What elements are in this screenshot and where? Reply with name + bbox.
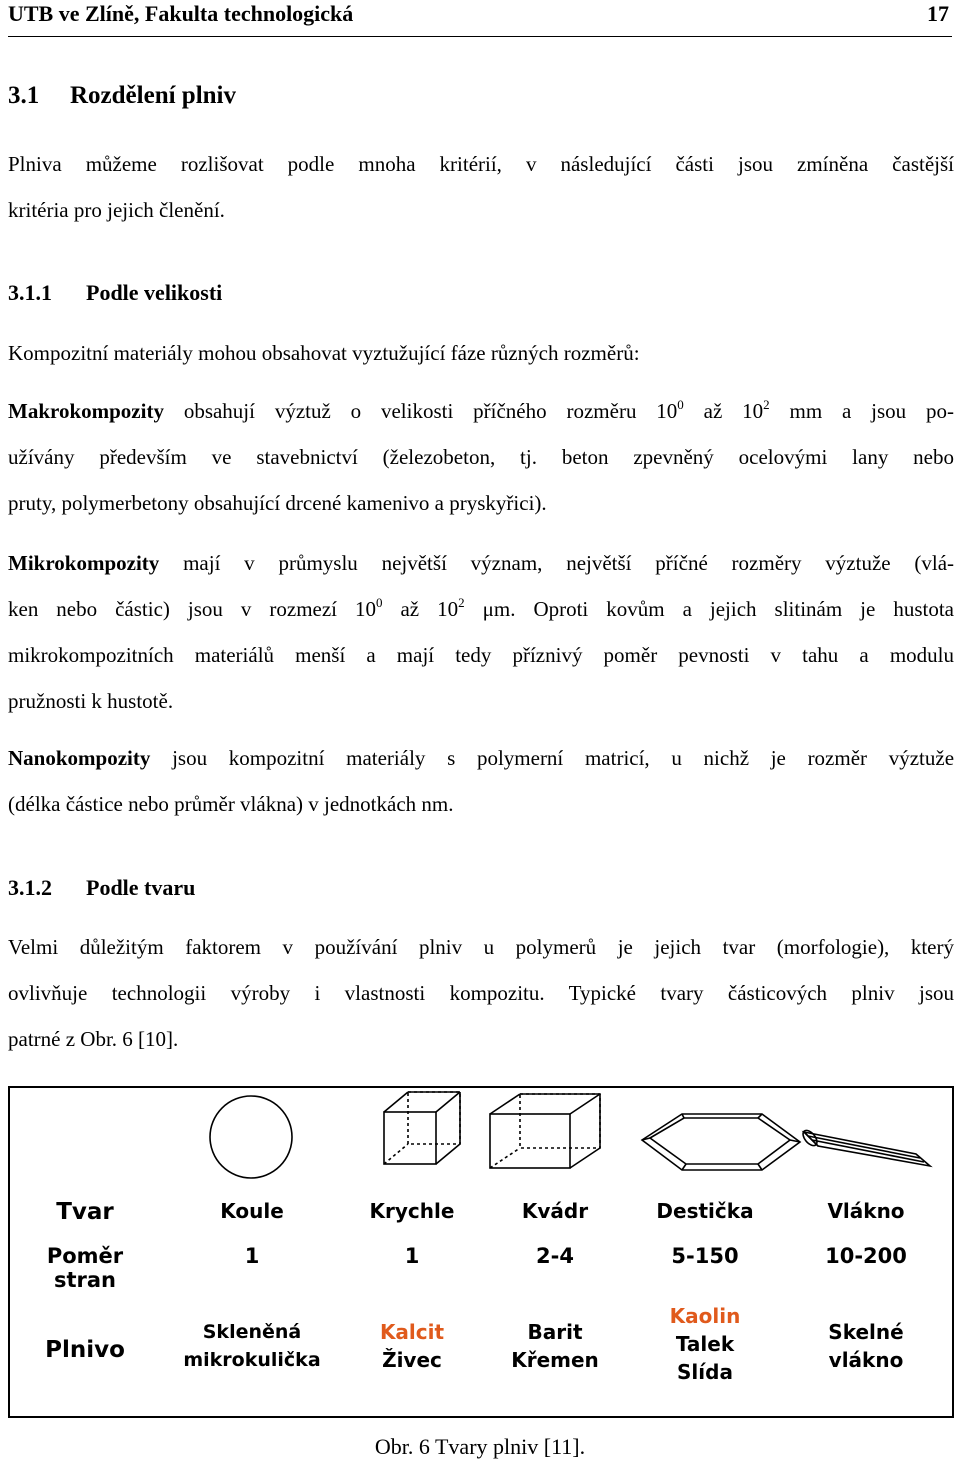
- mikro-text-c: μm. Oproti kovům a jejich slitinám je hustota: [464, 597, 954, 621]
- mikro-line-1: [8, 540, 954, 586]
- subsection-heading-size: [8, 280, 222, 306]
- intro-line-2: kritéria pro jejich členění.: [8, 198, 225, 222]
- shape-paragraph: [8, 924, 954, 1062]
- ratio-cuboid: 2-4: [536, 1244, 574, 1268]
- mikro-line-4: pružnosti k hustotě.: [8, 689, 174, 713]
- subsection-title: Podle velikosti: [86, 280, 223, 305]
- makro-paragraph: [8, 388, 954, 526]
- ratio-sphere: 1: [244, 1244, 260, 1268]
- shape-name-cuboid: Kvádr: [521, 1199, 589, 1223]
- makro-line-2: užívány především ve stavebnictví (železobeton, tj. beton zpevněný ocelovými lany nebo: [8, 445, 954, 469]
- cube-icon: [384, 1092, 460, 1164]
- nano-term: Nanokompozity: [8, 746, 151, 770]
- filler-platelet: [625, 1302, 785, 1386]
- subsection-number: 3.1.2: [8, 875, 52, 900]
- shape-line-3: patrné z Obr. 6 [10].: [8, 1027, 179, 1051]
- filler-cube: [332, 1318, 492, 1374]
- subsection-heading-shape: [8, 875, 195, 901]
- nano-text-1: jsou kompozitní materiály s polymerní matricí, u nichž je rozměr výztuže: [172, 746, 955, 770]
- mikro-paragraph: [8, 540, 954, 724]
- filler-item: Barit: [527, 1320, 583, 1344]
- mikro-text-b: až 10: [382, 597, 459, 621]
- page-number: 17: [927, 1, 949, 26]
- mikro-line-2: [8, 586, 954, 632]
- nano-line-1: [8, 735, 954, 781]
- shape-name-cube: Krychle: [369, 1199, 455, 1223]
- mikro-text-1: mají v průmyslu největší význam, největší příčné rozměry výztuže (vlá-: [183, 551, 955, 575]
- shape-name-platelet: Destička: [656, 1199, 754, 1223]
- row-label-ratio-1: Poměr: [46, 1244, 124, 1268]
- ratio-fiber: 10-200: [825, 1244, 907, 1268]
- shape-name-sphere: Koule: [220, 1199, 284, 1223]
- shape-name-fiber: Vlákno: [827, 1199, 905, 1223]
- cuboid-icon: [490, 1094, 600, 1168]
- filler-item: Skelné: [828, 1320, 904, 1344]
- filler-item-highlighted: Kaolin: [669, 1304, 741, 1328]
- row-label-ratio-2: stran: [53, 1268, 116, 1292]
- filler-item: vlákno: [828, 1348, 904, 1372]
- subsection-title: Podle tvaru: [86, 875, 196, 900]
- filler-item: Skleněná: [202, 1321, 302, 1343]
- row-label-ratio: [10, 1244, 160, 1292]
- filler-item: mikrokulička: [183, 1349, 321, 1371]
- shape-line-2: ovlivňuje technologii výroby i vlastnosti kompozitu. Typické tvary částicových plniv jsou: [8, 981, 954, 1005]
- makro-text-b: až 10: [683, 399, 764, 423]
- sphere-icon: [210, 1096, 292, 1178]
- filler-shapes-figure: [8, 1086, 954, 1418]
- filler-item: Talek: [675, 1332, 735, 1356]
- subsection-number: 3.1.1: [8, 280, 52, 305]
- filler-item-highlighted: Kalcit: [379, 1320, 445, 1344]
- row-label-shape: Tvar: [56, 1199, 114, 1225]
- filler-item: Křemen: [511, 1348, 599, 1372]
- fiber-icon: [800, 1128, 930, 1166]
- row-label-filler: Plnivo: [45, 1337, 125, 1363]
- page-header: [8, 0, 952, 37]
- filler-item: Živec: [382, 1348, 442, 1372]
- section-title: Rozdělení plniv: [70, 82, 236, 109]
- nano-paragraph: [8, 735, 954, 827]
- filler-sphere: [172, 1318, 332, 1374]
- mikro-sup-2: 2: [458, 595, 465, 610]
- header-title: UTB ve Zlíně, Fakulta technologická: [8, 1, 354, 26]
- makro-line-1: [8, 388, 954, 434]
- ratio-cube: 1: [404, 1244, 420, 1268]
- size-intro: Kompozitní materiály mohou obsahovat vyztužující fáze různých rozměrů:: [8, 341, 640, 365]
- ratio-platelet: 5-150: [671, 1244, 739, 1268]
- intro-paragraph: [8, 141, 954, 233]
- section-heading: [8, 82, 236, 110]
- section-number: 3.1: [8, 82, 40, 109]
- makro-line-3: pruty, polymerbetony obsahující drcené kamenivo a pryskyřici).: [8, 491, 547, 515]
- filler-item: Slída: [677, 1360, 733, 1384]
- filler-fiber: [786, 1318, 946, 1374]
- figure-caption: Obr. 6 Tvary plniv [11].: [374, 1434, 586, 1459]
- mikro-text-a: ken nebo částic) jsou v rozmezí 10: [8, 597, 376, 621]
- makro-term: Makrokompozity: [8, 399, 164, 423]
- nano-line-2: (délka částice nebo průměr vlákna) v jednotkách nm.: [8, 792, 454, 816]
- shape-line-1: Velmi důležitým faktorem v používání plniv u polymerů je jejich tvar (morfologie), který: [8, 935, 954, 959]
- makro-sup-1: 0: [677, 397, 684, 412]
- makro-text-a: obsahují výztuž o velikosti příčného rozměru 10: [183, 399, 678, 423]
- mikro-line-3: mikrokompozitních materiálů menší a mají tedy příznivý poměr pevnosti v tahu a modulu: [8, 643, 954, 667]
- makro-sup-2: 2: [763, 397, 770, 412]
- mikro-term: Mikrokompozity: [8, 551, 160, 575]
- mikro-sup-1: 0: [376, 595, 383, 610]
- makro-text-c: mm a jsou po-: [769, 399, 955, 423]
- platelet-icon: [642, 1114, 800, 1170]
- intro-line-1: Plniva můžeme rozlišovat podle mnoha kritérií, v následující části jsou zmíněna častější: [8, 152, 954, 176]
- filler-cuboid: [475, 1318, 635, 1374]
